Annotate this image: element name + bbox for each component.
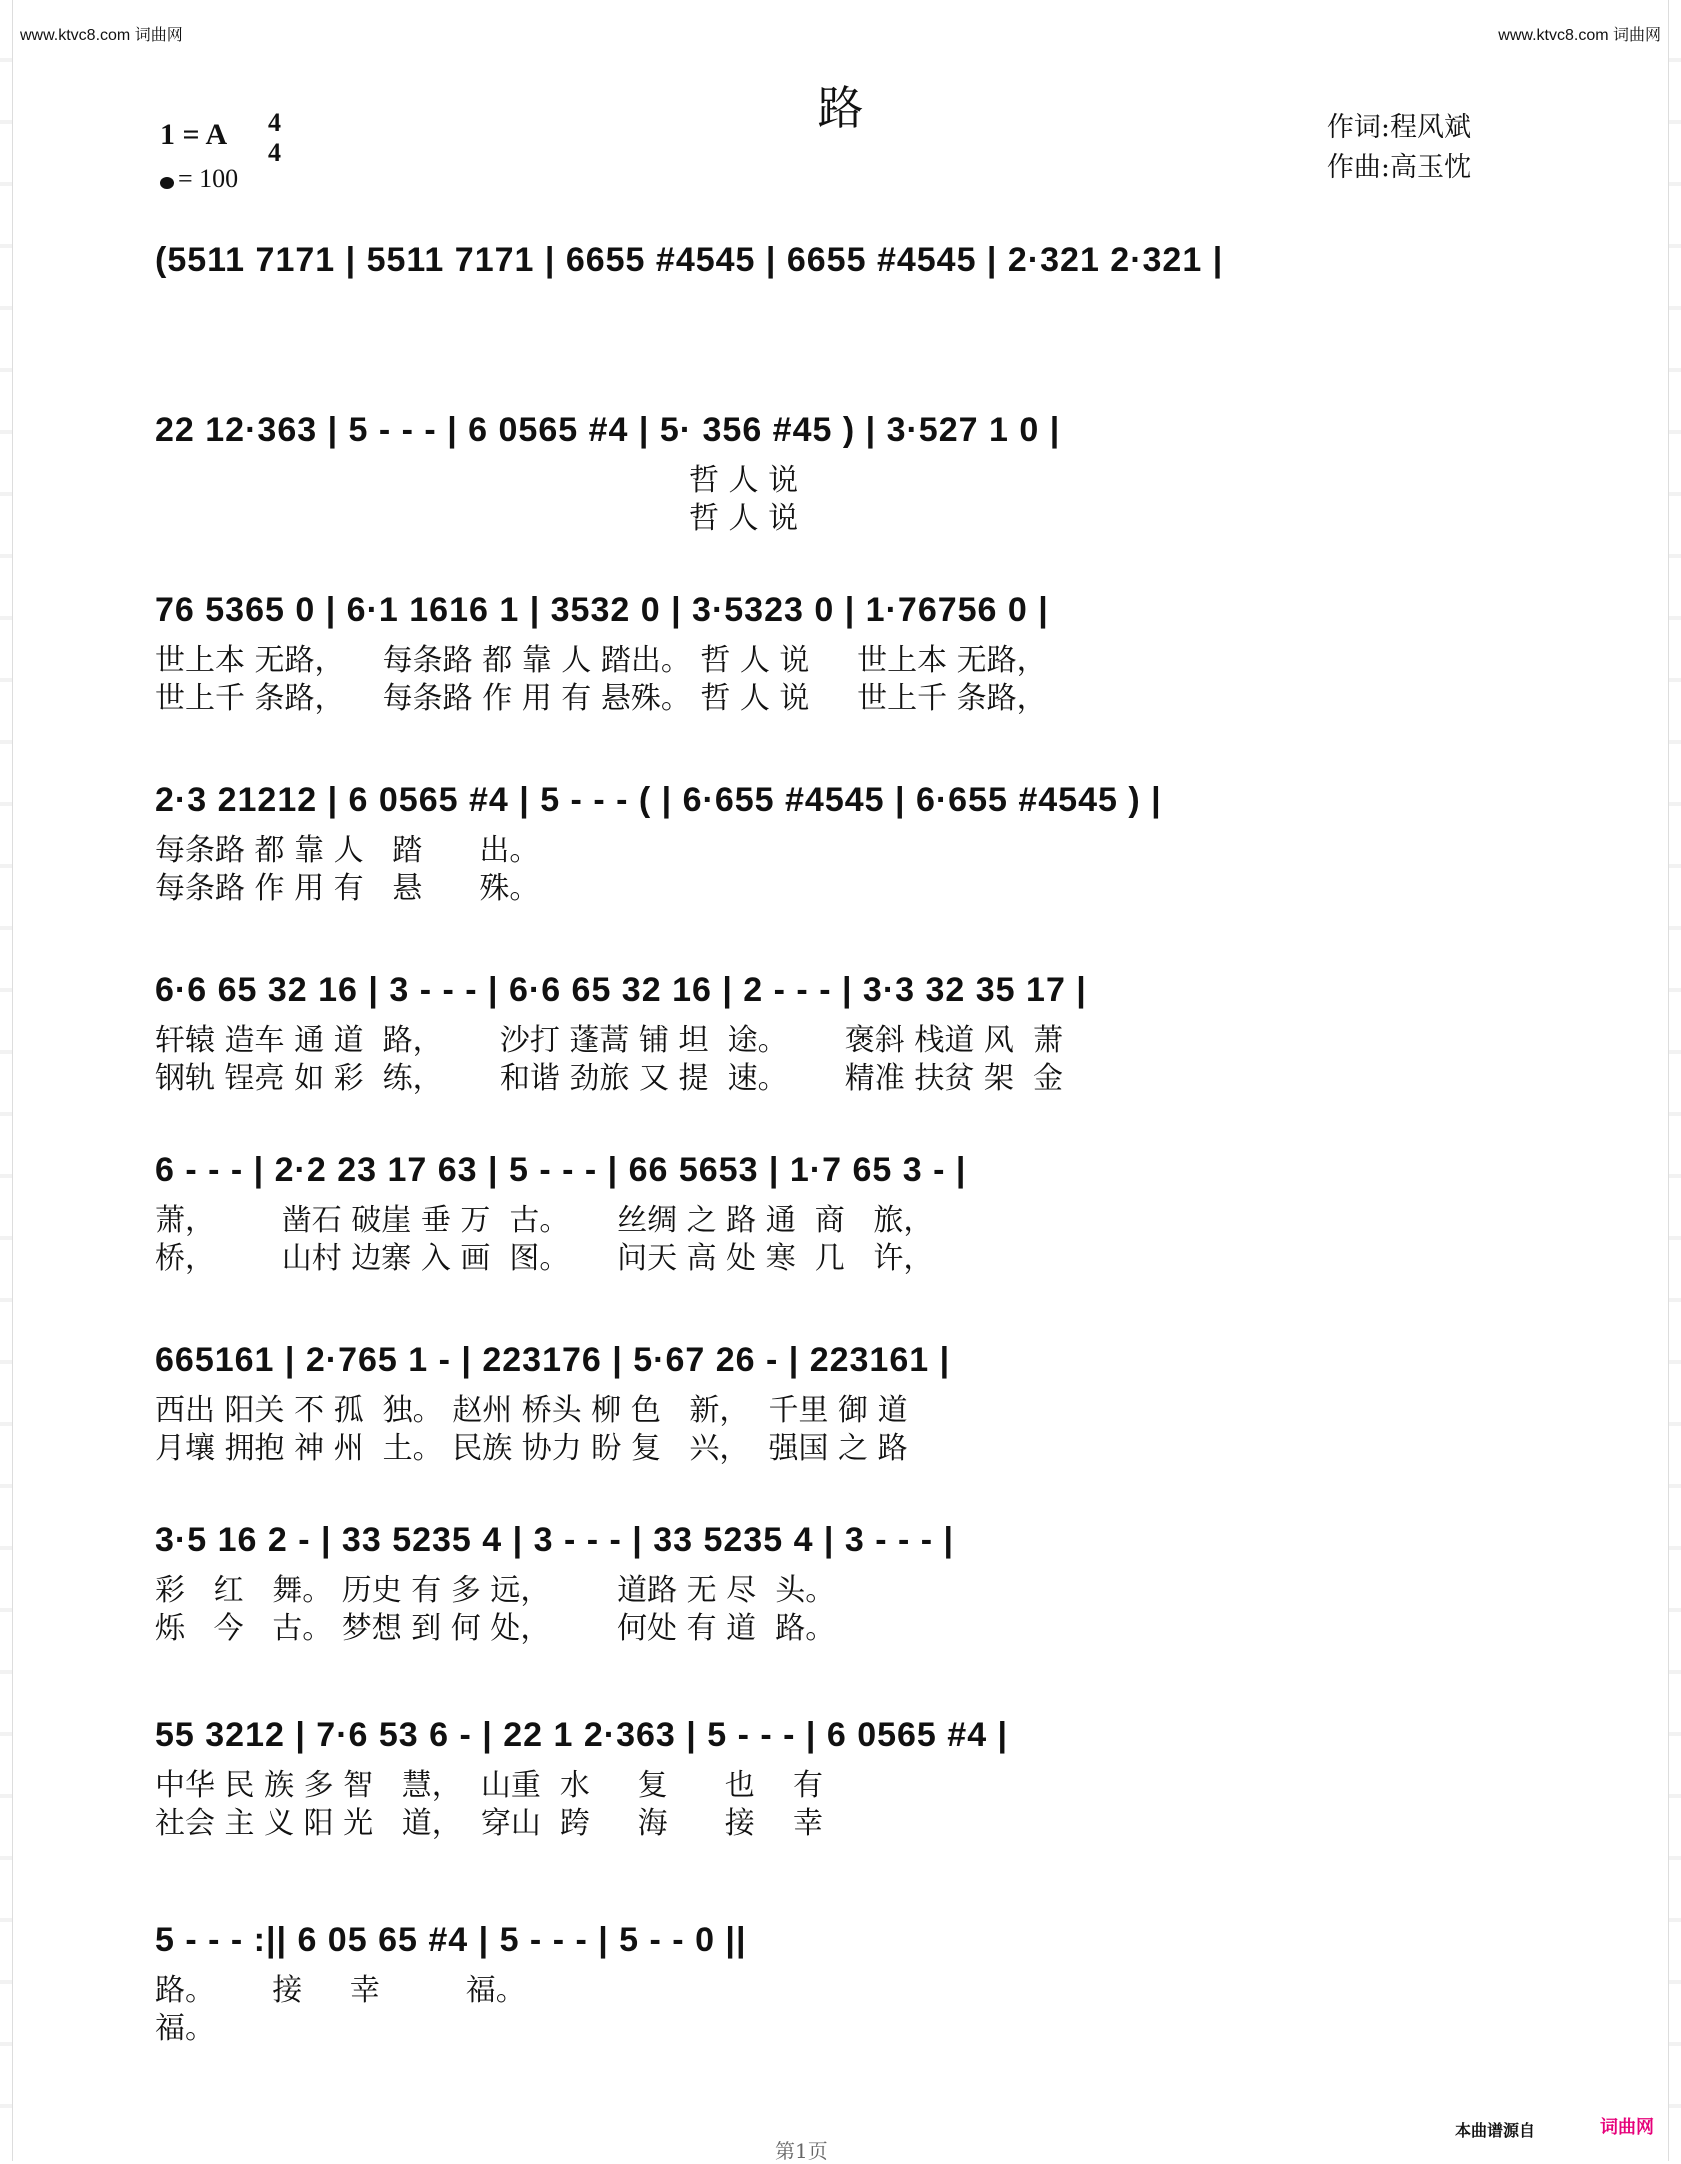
notation-line: (5511 7171 | 5511 7171 | 6655 #4545 | 6655 #4545 | 2·321 2·321 | xyxy=(155,241,1224,279)
lyric-line-1: 路。 接 幸 福。 xyxy=(155,1973,526,2008)
lyric-line-1: 轩辕 造车 通 道 路， 沙打 蓬蒿 铺 坦 途。 褒斜 栈道 风 萧 xyxy=(155,1023,1063,1058)
time-signature-bottom: 4 xyxy=(268,138,281,167)
time-signature-top: 4 xyxy=(268,108,281,137)
lyric-line-1: 中华 民 族 多 智 慧， 山重 水 复 也 有 xyxy=(155,1768,823,1803)
lyric-line-1: 哲 人 说 xyxy=(155,463,799,498)
lyric-line-1: 西出 阳关 不 孤 独。 赵州 桥头 柳 色 新， 千里 御 道 xyxy=(155,1393,908,1428)
right-margin-strip xyxy=(1668,0,1681,2161)
notation-line: 2·3 21212 | 6 0565 #4 | 5 - - - ( | 6·655 #4545 | 6·655 #4545 ) | xyxy=(155,781,1162,819)
notation-line: 5 - - - :|| 6 05 65 #4 | 5 - - - | 5 - - 0 || xyxy=(155,1921,747,1959)
quarter-note-icon xyxy=(160,177,174,189)
lyric-line-2: 哲 人 说 xyxy=(155,501,799,536)
left-margin-strip xyxy=(0,0,13,2161)
time-signature xyxy=(268,108,281,168)
key-signature: 1 = A xyxy=(160,118,228,151)
lyric-line-1: 世上本 无路， 每条路 都 靠 人 踏出。 哲 人 说 世上本 无路， xyxy=(155,643,1047,678)
watermark-left: www.ktvc8.com 词曲网 xyxy=(20,27,183,44)
lyric-line-2: 钢轨 锃亮 如 彩 练， 和谐 劲旅 又 提 速。 精准 扶贫 架 金 xyxy=(155,1061,1063,1096)
notation-line: 22 12·363 | 5 - - - | 6 0565 #4 | 5· 356 #45 ) | 3·527 1 0 | xyxy=(155,411,1061,449)
composer-credit: 作曲:高玉忱 xyxy=(1326,152,1471,183)
lyric-line-1: 彩 红 舞。 历史 有 多 远， 道路 无 尽 头。 xyxy=(155,1573,836,1608)
lyric-line-1: 每条路 都 靠 人 踏 出。 xyxy=(155,833,540,868)
tempo-marking xyxy=(160,164,238,194)
notation-line: 76 5365 0 | 6·1 1616 1 | 3532 0 | 3·5323 0 | 1·76756 0 | xyxy=(155,591,1049,629)
watermark-right: www.ktvc8.com 词曲网 xyxy=(1498,27,1661,44)
notation-line: 6·6 65 32 16 | 3 - - - | 6·6 65 32 16 | 2 - - - | 3·3 32 35 17 | xyxy=(155,971,1087,1009)
notation-line: 665161 | 2·765 1 - | 223176 | 5·67 26 - | 223161 | xyxy=(155,1341,951,1379)
notation-line: 3·5 16 2 - | 33 5235 4 | 3 - - - | 33 5235 4 | 3 - - - | xyxy=(155,1521,955,1559)
lyricist-credit: 作词:程风斌 xyxy=(1326,112,1471,143)
lyric-line-2: 世上千 条路， 每条路 作 用 有 悬殊。 哲 人 说 世上千 条路， xyxy=(155,681,1047,716)
lyric-line-2: 烁 今 古。 梦想 到 何 处， 何处 有 道 路。 xyxy=(155,1611,836,1646)
page-number: 第1页 xyxy=(775,2139,828,2163)
lyric-line-2: 桥， 山村 边寨 入 画 图。 问天 高 处 寒 几 许， xyxy=(155,1241,934,1276)
tempo-value: = 100 xyxy=(178,164,239,193)
lyric-line-2: 社会 主 义 阳 光 道， 穿山 跨 海 接 幸 xyxy=(155,1806,823,1841)
lyric-line-2: 每条路 作 用 有 悬 殊。 xyxy=(155,871,540,906)
page-title: 路 xyxy=(817,81,864,135)
footer-source-label: 本曲谱源自 xyxy=(1455,2123,1536,2140)
lyric-line-1: 萧， 凿石 破崖 垂 万 古。 丝绸 之 路 通 商 旅， xyxy=(155,1203,934,1238)
footer-brand-link[interactable]: 词曲网 xyxy=(1600,2117,1654,2137)
lyric-line-2: 福。 xyxy=(155,2011,215,2046)
lyric-line-2: 月壤 拥抱 神 州 土。 民族 协力 盼 复 兴， 强国 之 路 xyxy=(155,1431,908,1466)
credits xyxy=(1327,108,1471,188)
notation-line: 6 - - - | 2·2 23 17 63 | 5 - - - | 66 5653 | 1·7 65 3 - | xyxy=(155,1151,967,1189)
notation-line: 55 3212 | 7·6 53 6 - | 22 1 2·363 | 5 - - - | 6 0565 #4 | xyxy=(155,1716,1009,1754)
